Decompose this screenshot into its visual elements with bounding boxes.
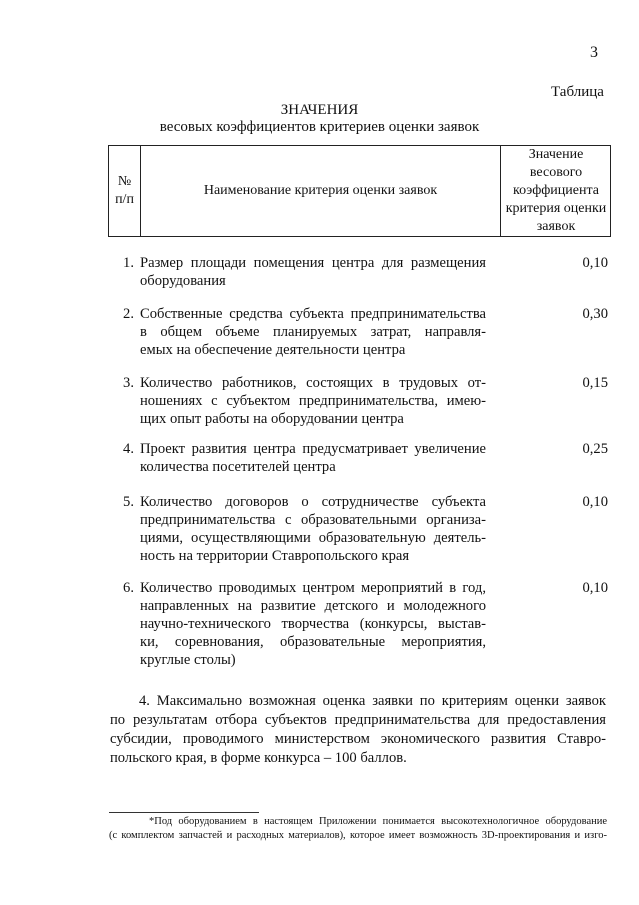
criterion-number: 3. [123, 375, 134, 391]
criterion-line: круглые столы) [140, 652, 236, 668]
header-value-line: коэффициента [513, 183, 599, 198]
paragraph-line: польского края, в форме конкурса – 100 баллов. [110, 750, 407, 766]
paragraph-line: по результатам отбора субъектов предпринимательства для предоставления [110, 712, 606, 728]
criterion-line: Собственные средства субъекта предпринимательства в общем объеме планируемых затрат, направля- [140, 306, 486, 340]
criterion-number: 6. [123, 580, 134, 596]
criterion-line: Количество договоров о сотрудничестве субъекта [140, 494, 486, 510]
criterion-text [140, 579, 486, 669]
criterion-line: ки, соревнования, образовательные мероприятия, [140, 634, 486, 650]
criterion-line: направленных на развитие детского и молодежного [140, 598, 486, 614]
criterion-line: емых на обеспечение деятельности центра [140, 342, 406, 358]
header-col-name: Наименование критерия оценки заявок [141, 146, 501, 236]
header-value-line: весового [529, 165, 583, 180]
criterion-number: 5. [123, 494, 134, 510]
criterion-number: 2. [123, 306, 134, 322]
header-value-line: критерия оценки [505, 201, 607, 216]
header-num-line: п/п [115, 192, 134, 207]
criterion-line: предпринимательства с образовательными организа- [140, 512, 486, 528]
table-title: ЗНАЧЕНИЯ [280, 102, 359, 118]
criterion-line: ношениях с субъектом предпринимательства, имею- [140, 393, 486, 409]
header-col-value [501, 146, 611, 236]
criterion-value: 0,10 [582, 580, 608, 596]
criterion-line: количества посетителей центра [140, 459, 336, 475]
table-label: Таблица [551, 84, 604, 100]
table-subtitle: весовых коэффициентов критериев оценки заявок [159, 119, 480, 135]
criterion-text [140, 254, 486, 290]
criterion-line: щих опыт работы на оборудовании центра [140, 411, 404, 427]
criterion-text [140, 440, 486, 476]
criterion-text [140, 374, 486, 428]
criterion-value: 0,15 [582, 375, 608, 391]
header-num-line: № [117, 174, 132, 189]
paragraph-line: субсидии, проводимого министерством экономического развития Ставро- [110, 731, 606, 747]
criterion-line: Размер площади помещения центра для размещения [140, 255, 486, 271]
footnote-line: *Под оборудованием в настоящем Приложении понимается высокотехнологичное оборудование [149, 816, 607, 827]
criterion-line: циями, осуществляющими образовательную деятель- [140, 530, 486, 546]
criterion-value: 0,10 [582, 255, 608, 271]
criterion-text [140, 493, 486, 565]
paragraph-line: 4. Максимально возможная оценка заявки по критериям оценки заявок [139, 693, 606, 709]
footnote [109, 815, 607, 843]
header-col-number [109, 146, 141, 236]
criterion-line: Количество работников, состоящих в трудовых от- [140, 375, 486, 391]
paragraph-4 [110, 692, 606, 768]
criterion-number: 1. [123, 255, 134, 271]
page-number: 3 [590, 44, 598, 61]
criterion-value: 0,10 [582, 494, 608, 510]
criterion-line: научно-технического творчества (конкурсы, выстав- [140, 616, 486, 632]
header-value-line: Значение [528, 147, 584, 162]
header-value-line: заявок [536, 219, 576, 234]
criterion-value: 0,25 [582, 441, 608, 457]
criterion-line: оборудования [140, 273, 226, 289]
footnote-line: (с комплектом запчастей и расходных материалов), которое имеет возможность 3D-проектирования и изго- [109, 830, 607, 841]
criterion-value: 0,30 [582, 306, 608, 322]
criterion-line: Проект развития центра предусматривает увеличение [140, 441, 486, 457]
criterion-line: ность на территории Ставропольского края [140, 548, 410, 564]
footnote-divider [109, 812, 259, 813]
table-header [108, 145, 611, 237]
criterion-line: Количество проводимых центром мероприятий в год, [140, 580, 486, 596]
criterion-text [140, 305, 486, 359]
criterion-number: 4. [123, 441, 134, 457]
